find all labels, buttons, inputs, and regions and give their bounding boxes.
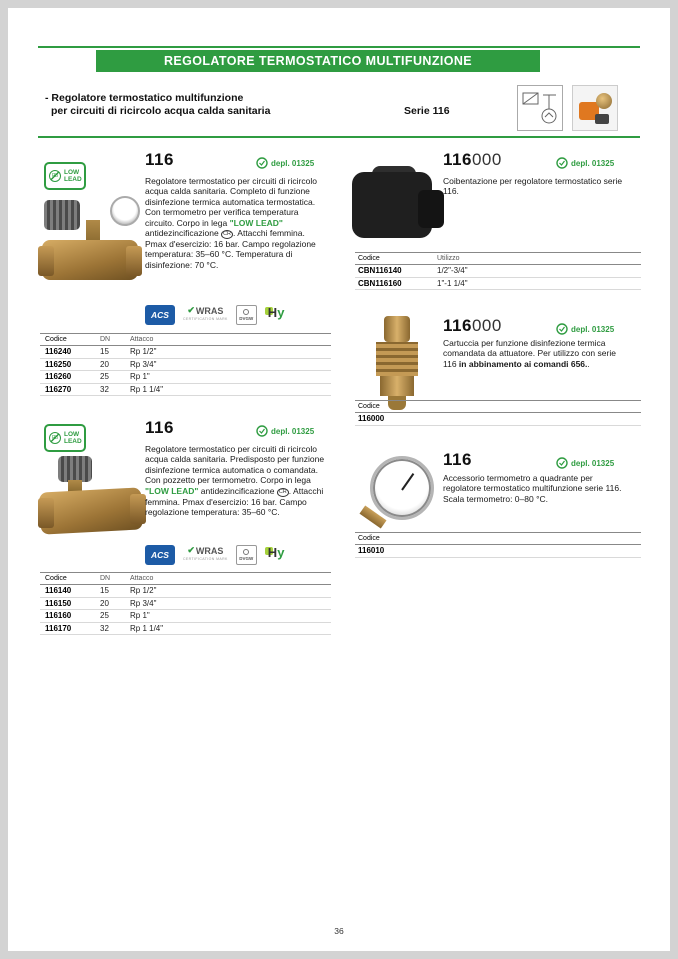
product-code-left1: 116	[145, 150, 174, 169]
valve-body	[39, 487, 143, 534]
page-title	[96, 50, 540, 72]
cell-att: Rp 3/4"	[130, 598, 157, 608]
table-row	[40, 346, 331, 359]
depl-cert	[256, 425, 314, 437]
top-rule	[38, 46, 640, 48]
product-code-right3: 116	[443, 450, 472, 469]
low-lead-inline: "LOW LEAD"	[145, 485, 199, 496]
table-row	[40, 384, 331, 397]
cell-dn: 25	[100, 372, 109, 381]
cartridge-top	[384, 316, 410, 342]
wras-mark	[187, 305, 223, 316]
product-table-right1	[355, 252, 641, 290]
wras-text: WRAS	[195, 305, 224, 316]
desc-text: Regolatore termostatico per circuiti di ricircolo acqua calda sanitaria. Predisposto per funzione disinfezione termica automatica o comandata. Con pozzetto per termometro. Corpo in lega	[145, 444, 325, 486]
code-light: 000	[471, 316, 502, 335]
depl-icon	[556, 157, 568, 169]
desc-text: .	[587, 358, 590, 369]
dvgw-text: DVGW	[239, 556, 254, 561]
cell-code: CBN116140	[358, 266, 402, 275]
depl-label: depl. 01325	[571, 158, 615, 168]
product-code-left2: 116	[145, 418, 174, 437]
series-label: Serie 116	[404, 105, 450, 117]
intro-line-1: - Regolatore termostatico multifunzione	[45, 92, 244, 104]
cell-code: 116250	[45, 359, 72, 369]
table-row	[40, 359, 331, 372]
table-row	[355, 413, 641, 426]
check-icon: ✔	[187, 305, 195, 315]
dvgw-text: DVGW	[239, 316, 254, 321]
low-label: LOW	[64, 169, 80, 176]
cell-dn: 20	[100, 598, 109, 608]
depl-label: depl. 01325	[571, 324, 615, 334]
table-row	[40, 371, 331, 384]
certification-logos	[145, 305, 284, 325]
hy-y: y	[277, 545, 285, 560]
depl-cert	[556, 457, 614, 469]
check-icon: ✔	[187, 545, 195, 555]
col-utilizzo: Utilizzo	[437, 255, 460, 262]
table-row	[40, 598, 331, 611]
hy-h: H	[267, 545, 278, 560]
cr-mark: CR	[223, 231, 232, 238]
product-photo-cartridge	[368, 316, 426, 412]
cell-code: 116160	[45, 611, 72, 620]
table-row	[355, 278, 641, 291]
code-bold: 116	[443, 316, 472, 335]
product-description-right3: Accessorio termometro a quadrante per regolatore termostatico multifunzione serie 116. Scala termometro: 0–80 °C.	[443, 473, 622, 504]
cell-dn: 25	[100, 611, 109, 620]
cell-att: Rp 1/2"	[130, 347, 157, 356]
dvgw-cert-logo	[236, 305, 257, 325]
cell-dn: 15	[100, 347, 109, 356]
low-lead-badge	[44, 424, 86, 452]
valve-nut-right	[130, 494, 146, 524]
product-code-right1	[443, 150, 502, 170]
depl-icon	[556, 323, 568, 335]
cell-code: 116270	[45, 384, 72, 394]
pb-free-icon: Pb	[49, 432, 61, 444]
wras-mark	[187, 545, 223, 556]
wras-subtext: CERTIFICATION MARK	[183, 557, 228, 561]
product-table-right3	[355, 532, 641, 558]
table-row	[40, 585, 331, 598]
low-lead-badge-text	[64, 431, 82, 445]
depl-icon	[256, 157, 268, 169]
dvgw-cert-logo	[236, 545, 257, 565]
depl-label: depl. 01325	[271, 426, 315, 436]
cr-mark: CR	[278, 488, 287, 495]
desc-text: Regolatore termostatico per circuiti di ricircolo acqua calda sanitaria. Completo di funzione disinfezione termica automatica termostatica. Con termometro per verifica temperatura circuito. Corpo in lega	[145, 176, 317, 228]
low-lead-badge-text	[64, 169, 82, 183]
cell-att: Rp 1"	[130, 611, 150, 620]
product-description-left1	[145, 176, 328, 270]
table-row	[40, 623, 331, 636]
product-photo-insulation	[352, 166, 444, 246]
cell-code: 116010	[358, 546, 385, 555]
hy-y: y	[277, 305, 285, 320]
col-dn: DN	[100, 575, 111, 582]
thumbnail-dark-part	[595, 114, 609, 124]
product-thumbnail	[572, 85, 618, 131]
dvgw-icon	[243, 309, 249, 315]
code-bold: 116	[443, 150, 472, 169]
cartridge-body	[376, 342, 418, 376]
product-description-right2	[443, 338, 625, 369]
cell-code: CBN116160	[358, 278, 402, 288]
page-title-text: REGOLATORE TERMOSTATICO MULTIFUNZIONE	[163, 54, 473, 68]
product-table-right2	[355, 400, 641, 426]
hy-cert-logo	[265, 305, 285, 320]
product-photo-valve-2	[38, 456, 146, 548]
cell-code: 116260	[45, 372, 72, 381]
low-label: LOW	[64, 431, 80, 438]
acs-cert-logo: ACS	[145, 305, 175, 325]
code-light: 000	[471, 150, 502, 169]
table-row	[355, 265, 641, 278]
col-codice: Codice	[358, 535, 380, 542]
hy-h: H	[267, 305, 278, 320]
valve-nut-left	[38, 498, 54, 528]
desc-text: . Attacchi femmina. Pmax d'esercizio: 16 bar. Campo regolazione temperatura: 35–60 °C. Temperatura di disinfezione: 70 °C.	[145, 228, 316, 270]
cell-dn: 32	[100, 623, 109, 633]
col-codice: Codice	[45, 336, 67, 343]
table-row	[40, 610, 331, 623]
product-photo-thermometer	[360, 456, 440, 534]
valve-knob	[58, 456, 92, 482]
cell-dn: 20	[100, 359, 109, 369]
wras-cert-logo	[183, 545, 228, 561]
cell-util: 1"-1 1/4"	[437, 278, 468, 288]
wras-text: WRAS	[195, 545, 224, 556]
depl-label: depl. 01325	[571, 458, 615, 468]
cell-code: 116240	[45, 347, 72, 356]
valve-thermometer-dial	[110, 196, 140, 226]
table-header	[355, 532, 641, 545]
certification-logos	[145, 545, 284, 565]
depl-cert	[556, 323, 614, 335]
section-rule	[38, 136, 640, 138]
cell-code: 116150	[45, 598, 72, 608]
technical-diagram-icon	[517, 85, 563, 131]
col-codice: Codice	[358, 255, 380, 262]
lead-label: LEAD	[64, 438, 82, 445]
valve-nut-right	[126, 246, 142, 276]
table-header	[40, 572, 331, 585]
product-code-right2	[443, 316, 502, 336]
cell-att: Rp 1 1/4"	[130, 623, 164, 633]
depl-icon	[256, 425, 268, 437]
wras-cert-logo	[183, 305, 228, 321]
thumbnail-brass-part	[596, 93, 612, 109]
valve-body	[42, 240, 138, 280]
dvgw-icon	[243, 549, 249, 555]
table-header	[40, 333, 331, 346]
insulation-side	[418, 190, 444, 228]
hy-cert-logo	[265, 545, 285, 560]
col-attacco: Attacco	[130, 336, 154, 343]
cell-util: 1/2"-3/4"	[437, 266, 468, 275]
desc-bold-text: in abbinamento ai comandi 656.	[458, 358, 588, 369]
valve-schematic-icon	[518, 86, 562, 130]
cell-code: 116140	[45, 586, 72, 595]
depl-icon	[556, 457, 568, 469]
cell-code: 116000	[358, 414, 385, 423]
depl-label: depl. 01325	[271, 158, 315, 168]
acs-cert-logo: ACS	[145, 545, 175, 565]
desc-text: . Attacchi femmina. Pmax d'esercizio: 16 bar. Campo regolazione temperatura: 35–60 °C.	[145, 485, 324, 518]
depl-cert	[556, 157, 614, 169]
product-photo-valve-1	[38, 194, 142, 298]
product-description-left2	[145, 444, 328, 517]
cell-dn: 15	[100, 586, 109, 595]
cell-dn: 32	[100, 384, 109, 394]
product-table-left2	[40, 572, 331, 635]
desc-text: antidezincificazione	[198, 485, 277, 496]
cell-att: Rp 1 1/4"	[130, 384, 164, 394]
product-table-left1	[40, 333, 331, 396]
depl-cert	[256, 157, 314, 169]
page-number: 36	[334, 926, 344, 936]
low-lead-inline: "LOW LEAD"	[229, 217, 283, 228]
cell-code: 116170	[45, 623, 72, 633]
col-codice: Codice	[358, 403, 380, 410]
pb-free-icon: Pb	[49, 170, 61, 182]
cell-att: Rp 1/2"	[130, 586, 157, 595]
intro-line-2: per circuiti di ricircolo acqua calda sanitaria	[51, 105, 271, 117]
low-lead-badge	[44, 162, 86, 190]
product-description-right1: Coibentazione per regolatore termostatico serie 116.	[443, 176, 623, 197]
table-header	[355, 252, 641, 265]
desc-text: Cartuccia per funzione disinfezione termica comandata da attuatore. Per utilizzo con serie 116	[443, 338, 616, 369]
lead-label: LEAD	[64, 176, 82, 183]
col-attacco: Attacco	[130, 575, 154, 582]
desc-text: antidezincificazione	[145, 228, 222, 239]
valve-nut-left	[38, 246, 54, 276]
wras-subtext: CERTIFICATION MARK	[183, 317, 228, 321]
cell-att: Rp 3/4"	[130, 359, 157, 369]
table-row	[355, 545, 641, 558]
col-codice: Codice	[45, 575, 67, 582]
cell-att: Rp 1"	[130, 372, 150, 381]
valve-knob	[44, 200, 80, 230]
table-header	[355, 400, 641, 413]
cartridge-lower	[380, 376, 414, 396]
col-dn: DN	[100, 336, 111, 343]
